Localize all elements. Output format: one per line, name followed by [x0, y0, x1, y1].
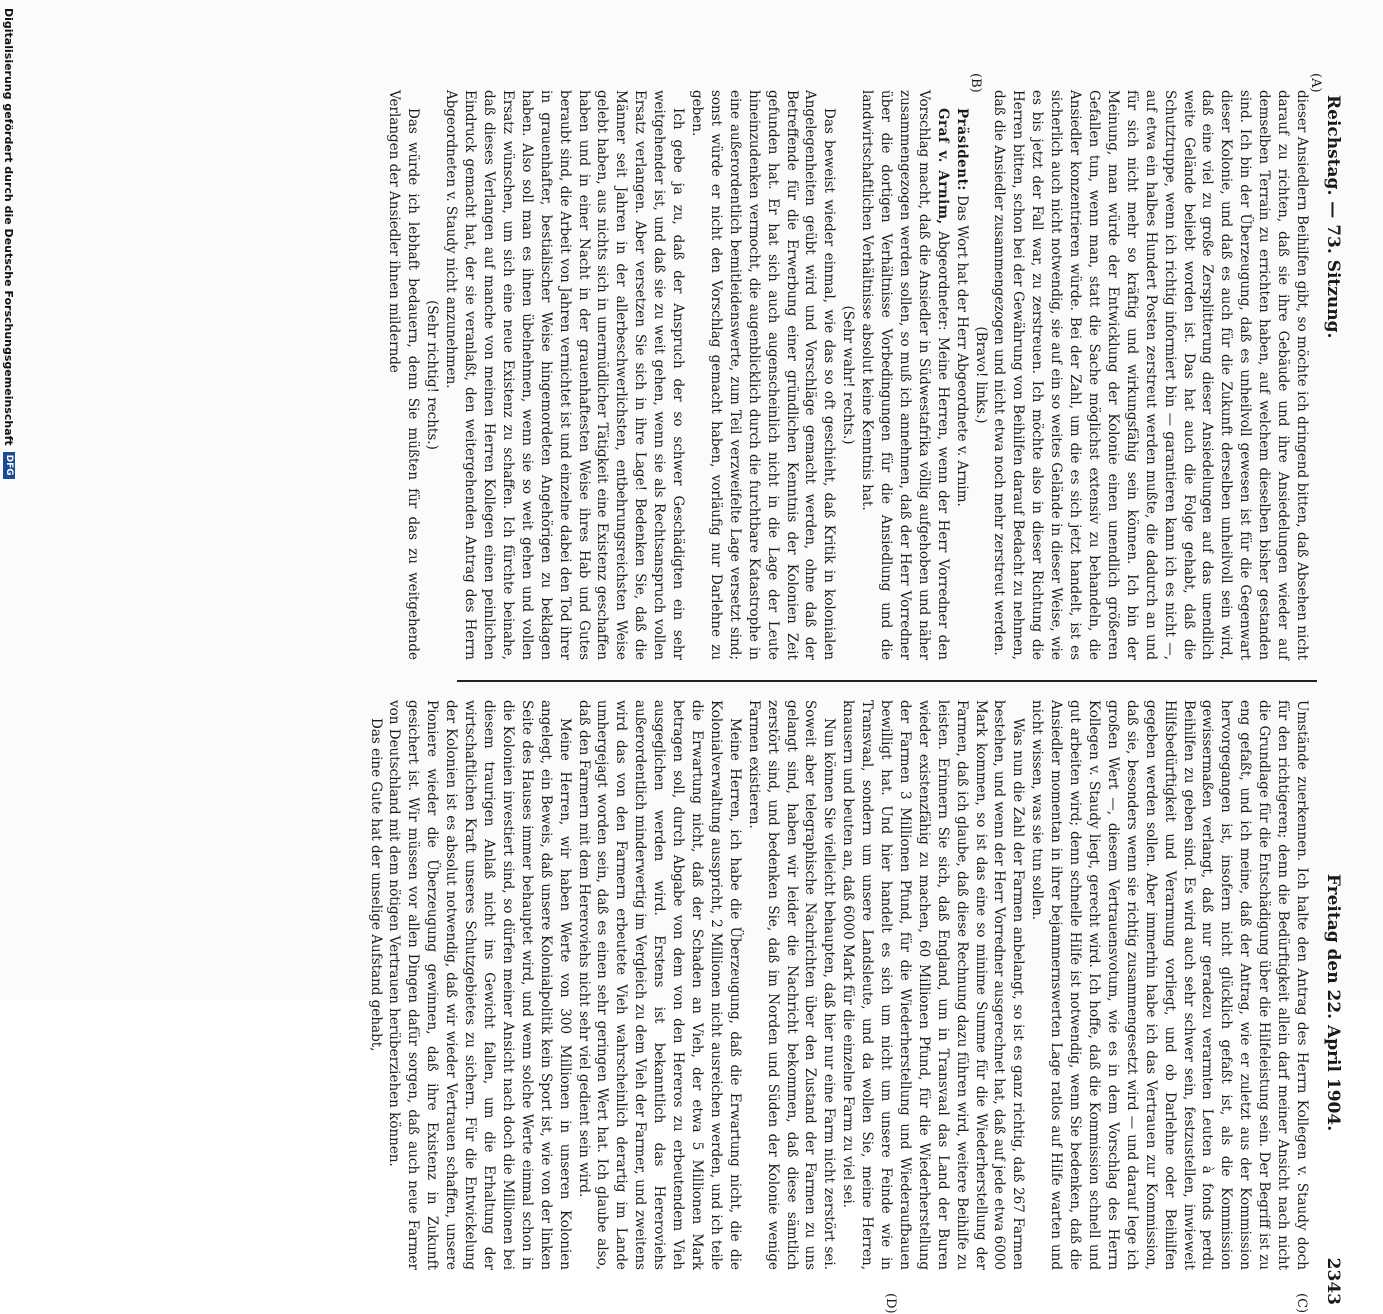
text-column-left	[386, 90, 1311, 660]
header-date: Freitag den 22. April 1904.	[1323, 873, 1343, 1132]
speech-text: Meine Herren, wenn der Herr Vorredner den Vorschlag macht, daß die Ansiedler in Südwestafrika völlig aufgehoben und näher zusammengezogen werden sollen, so muß ich annehmen, daß der Herr Vorredner über die dortigen Verhältnisse Vorbedingungen für die Ansiedlung und die landwirtschaftlichen Verhältnisse absolut keine Kenntnis hat.	[859, 90, 951, 660]
paragraph: Das beweist wieder einmal, wie das so oft geschieht, daß Kritik in kolonialen Angelegenheiten geübt wird und Vorschläge gemacht werden, ohne daß der Betreffende für die Erwerbung einer gründlichen Kenntnis der Kolonien Zeit gefunden hat. Er hat sich auch augenscheinlich nicht in die Lage der Leute hineinzudenken vermocht, die augenblicklich durch die furchtbare Katastrophe in eine außerordentlich bemitleidenswerte, zum Teil verzweifelte Lage versetzt sind; sonst würde er nicht den Vorschlag gemacht haben, vorläufig nur Darlehne zu geben.	[689, 90, 838, 660]
header-left-title: Reichstag. — 73. Sitzung.	[1323, 95, 1343, 339]
speaker-label: Präsident:	[953, 108, 970, 191]
page-header	[1317, 95, 1343, 1305]
dfg-logo: DFG	[3, 452, 15, 479]
paragraph: Nun können Sie vielleicht behaupten, daß hier nur eine Farm nicht zerstört sei. Soweit aber telegraphische Nachrichten über den Zustand der Farmen zu uns gelangt sind, haben wir leider die Nachricht bekommen, daß diese sämtlich zerstört sind, und bedenken Sie, daß im Norden und Süden der Kolonie wenige Farmen existieren.	[745, 700, 838, 1270]
margin-marker-d: (D)	[883, 1293, 898, 1314]
paragraph: Ich gebe ja zu, daß der Anspruch der so schwer Geschädigten ein sehr weitgehender ist, und daß sie zu weit gehen, wenn sie als Rechtsanspruch vollen Ersatz verlangen. Aber versetzen Sie sich in ihre Lage! Bedenken Sie, daß die Männer seit Jahren in der allerbeschwerlichsten, entbehrungsreichsten Weise gelebt haben, aus nichts sich in unermüdlicher Tätigkeit eine Existenz geschaffen haben und in einer Nacht in der grauenhaftesten Weise ihres Hab und Gutes beraubt sind, die Arbeit von Jahren vernichtet ist und einzelne dabei den Tod ihrer in grauenhafter, bestialischer Weise hingemordeten Angehörigen zu beklagen haben. Also soll man es ihnen übelnehmen, wenn sie so weit gehen und vollen Ersatz wünschen, um sich eine neue Existenz zu schaffen. Ich fürchte beinahe, daß dieses Verlangen auf manche von meinen Herren Kollegen einen peinlichen Eindruck gemacht hat, der sie veranlaßt, den weitergehenden Antrag des Herrn Abgeordneten v. Staudy nicht anzunehmen.	[443, 90, 687, 660]
president-remark	[952, 90, 971, 660]
digitization-credit	[0, 0, 18, 1000]
speaker-label: Graf v. Arnim,	[934, 108, 951, 225]
margin-marker-a: (A)	[1308, 73, 1323, 93]
speech-intro	[857, 90, 952, 660]
applause-note: (Sehr richtig! rechts.)	[424, 300, 441, 450]
paragraph: dieser Ansiedlern Beihilfen gibt, so möchte ich dringend bitten, daß Absehen nicht darauf zu richten, daß sie ihre Gebäude und ihre Ansiedelungen wieder auf demselben Terrain zu errichten haben, auf welchem dieselben bisher gestanden sind. Ich bin der Überzeugung, daß es unheilvoll gewesen ist für die Gegenwart dieser Kolonie, und daß es auch für die Zukunft derselben unheilvoll sein wird, daß eine viel zu große Zersplitterung dieser Ansiedelungen auf das unendlich weite Gelände beliebt worden ist. Das hat auch die Folge gehabt, daß die Schutztruppe, wenn ich richtig informiert bin — garantieren kann ich es nicht —, auf etwa ein halbes Hundert Posten zerstreut werden mußte, die dadurch an und für sich nicht mehr so kräftig und wirkungsfähig sein können. Ich bin der Meinung, man würde der Entwicklung der Kolonie einen unendlich größeren Gefallen tun, wenn man, statt die Sache möglichst extensiv zu behandeln, die Ansiedler konzentrieren würde. Bei der Zahl, um die es sich jetzt handelt, ist es sicherlich auch nicht notwendig, sie auf ein so weites Gelände in dieser Weise, wie es bis jetzt der Fall war, zu zerstreuen. Ich möchte also in dieser Richtung die Herren bitten, schon bei der Gewährung von Beihilfen darauf Bedacht zu nehmen, daß die Ansiedler zusammengezogen und nicht etwa noch mehr zerstreut werden.	[991, 90, 1310, 660]
paragraph: Umstände zuerkennen. Ich halte den Antrag des Herrn Kollegen v. Staudy doch für den richtigeren; denn die Bedürftigkeit allein darf meiner Ansicht nach nicht die Grundlage für die Entschädigung über die Hilfeleistung sein. Der Begriff ist zu eng gefaßt, und ich meine, daß der Antrag, wie er zuletzt aus der Kommission hervorgegangen ist, insofern nicht glücklich gefaßt ist, als die Kommission gewissermaßen verlangt, daß nur geradezu verarmten Leuten à fonds perdu Beihilfen zu geben sind. Es wird auch sehr schwer sein, festzustellen, inwieweit Hilfsbedürftigkeit und Verarmung vorliegt, und ob Darlehne oder Beihilfen gegeben werden sollen. Aber immerhin habe ich das Vertrauen zur Kommission, daß sie, besonders wenn sie richtig zusammengesetzt wird — und darauf lege ich großen Wert —, diesem Vertrauensvotum, wie es in dem Vorschlag des Herrn Kollegen v. Staudy liegt, gerecht wird. Ich hoffe, daß die Kommission schnell und gut arbeiten wird; denn schnelle Hilfe ist notwendig, wenn Sie bedenken, daß die Ansiedler momentan in ihrer bejammernswerten Lage ratlos auf Hilfe warten und nicht wissen, was sie tun sollen.	[1029, 700, 1310, 1270]
credit-text: Digitalisierung gefördert durch die Deutsche Forschungsgemeinschaft	[2, 8, 16, 446]
paragraph: Das eine Gute hat der unselige Aufstand gehabt,	[367, 718, 384, 1052]
applause-note: (Sehr wahr! rechts.)	[840, 305, 857, 445]
speaker-text: Das Wort hat der Herr Abgeordnete v. Arnim.	[953, 195, 970, 507]
paragraph: Meine Herren, ich habe die Überzeugung, daß die Erwartung nicht, die die Kolonialverwaltung ausspricht, 2 Millionen nicht ausreichen werden, und ich teile die Erwartung nicht, daß der Schaden an Vieh, der etwa 5 Millionen Mark betragen soll, durch Abgabe von dem von den Hereros zu erbeutendem Vieh ausgeglichen werden wird. Erstens ist bekanntlich das Hereroviehs außerordentlich minderwertig im Vergleich zu dem Vieh der Farmer, und zweitens wird das von den Farmern erbeutete Vieh wahrscheinlich derartig im Lande umhergejagt worden sein, daß es einen sehr geringen Wert hat. Ich glaube also, daß den Farmern mit dem Hereroviehs nicht sehr viel gedient sein wird.	[575, 700, 743, 1270]
paragraph: Was nun die Zahl der Farmen anbelangt, so ist es ganz richtig, daß 267 Farmen bestehen, und wenn der Herr Vorredner ausgerechnet hat, daß auf jede etwa 6000 Mark kommen, so ist das eine so minime Summe für die Wiederherstellung der Farmen, daß ich glaube, daß diese Rechnung dazu führen wird, weitere Beihilfe zu leisten. Erinnern Sie sich, daß England, um in Transvaal das Land der Buren wieder existenzfähig zu machen, 60 Millionen Pfund, für die Wiederherstellung der Farmen 3 Millionen Pfund, für die Wiederherstellung und Wiederaufbauen bewilligt hat. Und hier handelt es sich um nicht um unsere Feinde wie in Transvaal, sondern um unsere Landsleute, und da wollen Sie, meine Herren, knausern und beuten an, daß 6000 Mark für die einzelne Farm zu viel sei.	[840, 700, 1027, 1270]
text-column-right	[367, 700, 1311, 1270]
page-number: 2343	[1323, 1257, 1343, 1305]
paragraph: Meine Herren, wir haben Werte von 300 Millionen in unseren Kolonien angelegt, ein Beweis, daß unsere Kolonialpolitik kein Sport ist, wie von der linken Seite des Hauses immer behauptet wird, und wenn solche Werte einmal schon in die Kolonien investiert sind, so dürfen meiner Ansicht nach doch die Millionen bei diesem traurigen Anlaß nicht ins Gewicht fallen, um die Erhaltung der wirtschaftlichen Kraft unseres Schutzgebietes zu sichern. Für die Entwickelung der Kolonien ist es absolut notwendig, daß wir wieder Vertrauen schaffen, unsere Pioniere wieder die Überzeugung gewinnen, daß ihre Existenz in Zukunft gesichert ist. Wir müssen vor allen Dingen dafür sorgen, daß auch neue Farmer von Deutschland mit dem nötigen Vertrauen herüberziehen können.	[386, 700, 573, 1270]
margin-marker-b: (B)	[968, 73, 983, 93]
paragraph: Das würde ich lebhaft bedauern, denn Sie müßten für das zu weitgehende Verlangen der Ansiedler ihnen mildernde	[386, 90, 422, 660]
column-divider	[457, 680, 1317, 682]
speaker-role: Abgeordneter:	[934, 231, 951, 331]
applause-note: (Bravo! links.)	[972, 326, 989, 424]
margin-marker-c: (C)	[1294, 1293, 1309, 1314]
